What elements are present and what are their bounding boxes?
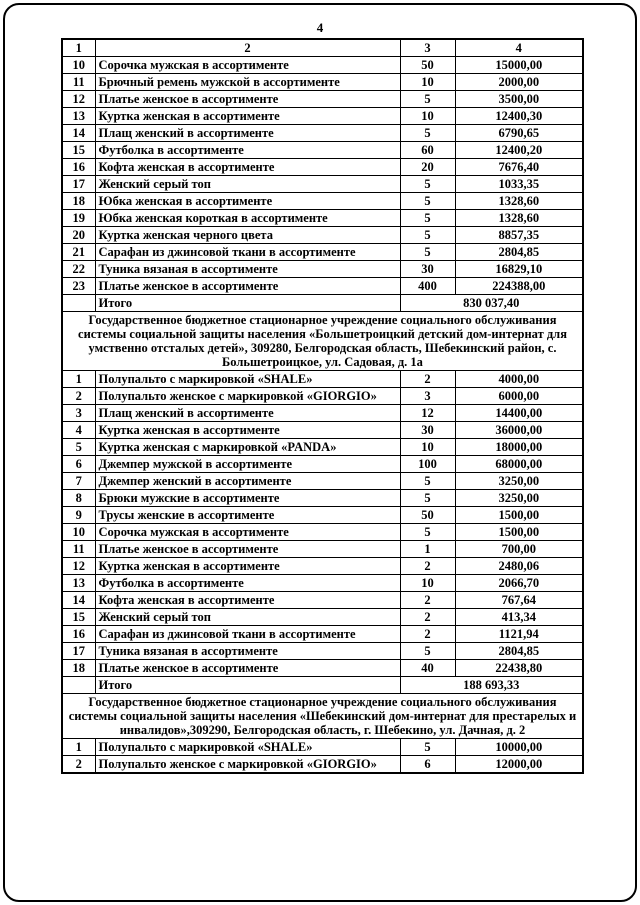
total-amount-cell: 830 037,40 (400, 295, 583, 312)
item-name-cell: Трусы женские в ассортименте (95, 507, 400, 524)
item-name-cell: Юбка женская в ассортименте (95, 193, 400, 210)
quantity-cell: 5 (400, 227, 455, 244)
table-row (62, 643, 583, 660)
column-header-cell: 2 (95, 39, 400, 57)
amount-cell: 4000,00 (455, 371, 583, 388)
table-row (62, 57, 583, 74)
document-table (61, 38, 584, 774)
amount-cell: 767,64 (455, 592, 583, 609)
row-number-cell: 20 (62, 227, 95, 244)
amount-cell: 18000,00 (455, 439, 583, 456)
table-row (62, 278, 583, 295)
item-name-cell: Джемпер мужской в ассортименте (95, 456, 400, 473)
column-header-cell: 3 (400, 39, 455, 57)
table-row (62, 405, 583, 422)
row-number-cell: 12 (62, 91, 95, 108)
amount-cell: 1121,94 (455, 626, 583, 643)
amount-cell: 224388,00 (455, 278, 583, 295)
row-number-cell: 1 (62, 371, 95, 388)
item-name-cell: Полупальто женское с маркировкой «GIORGIO» (95, 756, 400, 774)
item-name-cell: Полупальто женское с маркировкой «GIORGIO» (95, 388, 400, 405)
quantity-cell: 20 (400, 159, 455, 176)
row-number-cell: 19 (62, 210, 95, 227)
quantity-cell: 10 (400, 439, 455, 456)
quantity-cell: 5 (400, 210, 455, 227)
row-number-cell: 14 (62, 592, 95, 609)
table-row (62, 108, 583, 125)
table-row (62, 507, 583, 524)
amount-cell: 6790,65 (455, 125, 583, 142)
table-row (62, 74, 583, 91)
quantity-cell: 30 (400, 422, 455, 439)
amount-cell: 3500,00 (455, 91, 583, 108)
row-number-cell: 21 (62, 244, 95, 261)
quantity-cell: 2 (400, 592, 455, 609)
table-row (62, 456, 583, 473)
row-number-cell: 16 (62, 626, 95, 643)
row-number-cell: 11 (62, 74, 95, 91)
amount-cell: 6000,00 (455, 388, 583, 405)
row-number-cell: 13 (62, 575, 95, 592)
quantity-cell: 60 (400, 142, 455, 159)
amount-cell: 36000,00 (455, 422, 583, 439)
item-name-cell: Брюки мужские в ассортименте (95, 490, 400, 507)
page-number: 4 (316, 20, 324, 35)
amount-cell: 1328,60 (455, 193, 583, 210)
row-number-cell: 7 (62, 473, 95, 490)
quantity-cell: 100 (400, 456, 455, 473)
table-row (62, 524, 583, 541)
row-number-cell: 5 (62, 439, 95, 456)
table-row (62, 371, 583, 388)
item-name-cell: Сарафан из джинсовой ткани в ассортименте (95, 244, 400, 261)
quantity-cell: 10 (400, 108, 455, 125)
total-empty-cell (62, 295, 95, 312)
item-name-cell: Полупальто с маркировкой «SHALE» (95, 371, 400, 388)
amount-cell: 16829,10 (455, 261, 583, 278)
quantity-cell: 2 (400, 609, 455, 626)
item-name-cell: Платье женское в ассортименте (95, 91, 400, 108)
item-name-cell: Туника вязаная в ассортименте (95, 261, 400, 278)
item-name-cell: Сорочка мужская в ассортименте (95, 57, 400, 74)
amount-cell: 2000,00 (455, 74, 583, 91)
quantity-cell: 5 (400, 739, 455, 756)
table-row (62, 558, 583, 575)
quantity-cell: 5 (400, 176, 455, 193)
amount-cell: 3250,00 (455, 490, 583, 507)
table-row (62, 609, 583, 626)
total-row (62, 295, 583, 312)
table-row (62, 541, 583, 558)
organization-text: Государственное бюджетное стационарное учреждение социального обслуживания системы социальной защиты населения «Большетроицкий детский дом-интернат для умственно отсталых детей», 309280, Белгородская область, Шебекинский район, с. Большетроицкое, ул. Садовая, д. 1а (62, 312, 583, 371)
table-row (62, 592, 583, 609)
amount-cell: 700,00 (455, 541, 583, 558)
table-row (62, 210, 583, 227)
quantity-cell: 40 (400, 660, 455, 677)
quantity-cell: 12 (400, 405, 455, 422)
amount-cell: 1500,00 (455, 507, 583, 524)
item-name-cell: Полупальто с маркировкой «SHALE» (95, 739, 400, 756)
table-row (62, 142, 583, 159)
row-number-cell: 3 (62, 405, 95, 422)
item-name-cell: Женский серый топ (95, 609, 400, 626)
amount-cell: 1500,00 (455, 524, 583, 541)
item-name-cell: Куртка женская в ассортименте (95, 558, 400, 575)
item-name-cell: Туника вязаная в ассортименте (95, 643, 400, 660)
row-number-cell: 23 (62, 278, 95, 295)
table-row (62, 756, 583, 774)
table-row (62, 91, 583, 108)
row-number-cell: 18 (62, 660, 95, 677)
amount-cell: 2066,70 (455, 575, 583, 592)
table-row (62, 739, 583, 756)
amount-cell: 1328,60 (455, 210, 583, 227)
total-label-cell: Итого (95, 295, 400, 312)
row-number-cell: 12 (62, 558, 95, 575)
item-name-cell: Платье женское в ассортименте (95, 541, 400, 558)
quantity-cell: 2 (400, 626, 455, 643)
row-number-cell: 2 (62, 756, 95, 774)
row-number-cell: 17 (62, 176, 95, 193)
quantity-cell: 5 (400, 524, 455, 541)
item-name-cell: Футболка в ассортименте (95, 142, 400, 159)
quantity-cell: 3 (400, 388, 455, 405)
organization-row (62, 312, 583, 371)
quantity-cell: 5 (400, 244, 455, 261)
table-row (62, 176, 583, 193)
column-header-cell: 1 (62, 39, 95, 57)
item-name-cell: Сарафан из джинсовой ткани в ассортименте (95, 626, 400, 643)
amount-cell: 8857,35 (455, 227, 583, 244)
amount-cell: 10000,00 (455, 739, 583, 756)
row-number-cell: 2 (62, 388, 95, 405)
row-number-cell: 13 (62, 108, 95, 125)
total-label-cell: Итого (95, 677, 400, 694)
table-row (62, 626, 583, 643)
item-name-cell: Кофта женская в ассортименте (95, 592, 400, 609)
quantity-cell: 5 (400, 193, 455, 210)
table-row (62, 227, 583, 244)
row-number-cell: 16 (62, 159, 95, 176)
table-row (62, 660, 583, 677)
item-name-cell: Платье женское в ассортименте (95, 278, 400, 295)
row-number-cell: 6 (62, 456, 95, 473)
organization-row (62, 694, 583, 739)
row-number-cell: 15 (62, 609, 95, 626)
amount-cell: 12000,00 (455, 756, 583, 774)
column-header-cell: 4 (455, 39, 583, 57)
row-number-cell: 14 (62, 125, 95, 142)
item-name-cell: Платье женское в ассортименте (95, 660, 400, 677)
row-number-cell: 22 (62, 261, 95, 278)
table-row (62, 388, 583, 405)
quantity-cell: 1 (400, 541, 455, 558)
table-row (62, 159, 583, 176)
organization-text: Государственное бюджетное стационарное учреждение социального обслуживания системы социальной защиты населения «Шебекинский дом-интернат для престарелых и инвалидов»,309290, Белгородская область, г. Шебекино, ул. Дачная, д. 2 (62, 694, 583, 739)
item-name-cell: Плащ женский в ассортименте (95, 125, 400, 142)
amount-cell: 22438,80 (455, 660, 583, 677)
amount-cell: 2804,85 (455, 643, 583, 660)
table-row (62, 490, 583, 507)
quantity-cell: 5 (400, 91, 455, 108)
table-row (62, 439, 583, 456)
quantity-cell: 6 (400, 756, 455, 774)
amount-cell: 1033,35 (455, 176, 583, 193)
row-number-cell: 10 (62, 57, 95, 74)
row-number-cell: 4 (62, 422, 95, 439)
quantity-cell: 400 (400, 278, 455, 295)
quantity-cell: 5 (400, 490, 455, 507)
row-number-cell: 15 (62, 142, 95, 159)
row-number-cell: 18 (62, 193, 95, 210)
item-name-cell: Кофта женская в ассортименте (95, 159, 400, 176)
table-row (62, 193, 583, 210)
amount-cell: 12400,20 (455, 142, 583, 159)
amount-cell: 2804,85 (455, 244, 583, 261)
document-table-body (62, 39, 583, 773)
row-number-cell: 10 (62, 524, 95, 541)
item-name-cell: Брючный ремень мужской в ассортименте (95, 74, 400, 91)
item-name-cell: Джемпер женский в ассортименте (95, 473, 400, 490)
table-row (62, 575, 583, 592)
row-number-cell: 8 (62, 490, 95, 507)
quantity-cell: 5 (400, 473, 455, 490)
item-name-cell: Футболка в ассортименте (95, 575, 400, 592)
amount-cell: 12400,30 (455, 108, 583, 125)
table-row (62, 473, 583, 490)
amount-cell: 7676,40 (455, 159, 583, 176)
amount-cell: 2480,06 (455, 558, 583, 575)
quantity-cell: 5 (400, 125, 455, 142)
amount-cell: 413,34 (455, 609, 583, 626)
amount-cell: 14400,00 (455, 405, 583, 422)
item-name-cell: Куртка женская в ассортименте (95, 422, 400, 439)
amount-cell: 3250,00 (455, 473, 583, 490)
quantity-cell: 2 (400, 558, 455, 575)
quantity-cell: 30 (400, 261, 455, 278)
item-name-cell: Плащ женский в ассортименте (95, 405, 400, 422)
table-row (62, 125, 583, 142)
column-header-row (62, 39, 583, 57)
amount-cell: 15000,00 (455, 57, 583, 74)
item-name-cell: Сорочка мужская в ассортименте (95, 524, 400, 541)
quantity-cell: 5 (400, 643, 455, 660)
quantity-cell: 10 (400, 74, 455, 91)
quantity-cell: 50 (400, 507, 455, 524)
quantity-cell: 10 (400, 575, 455, 592)
item-name-cell: Куртка женская в ассортименте (95, 108, 400, 125)
item-name-cell: Юбка женская короткая в ассортименте (95, 210, 400, 227)
table-row (62, 261, 583, 278)
total-amount-cell: 188 693,33 (400, 677, 583, 694)
quantity-cell: 2 (400, 371, 455, 388)
item-name-cell: Куртка женская черного цвета (95, 227, 400, 244)
total-empty-cell (62, 677, 95, 694)
row-number-cell: 9 (62, 507, 95, 524)
total-row (62, 677, 583, 694)
table-row (62, 422, 583, 439)
item-name-cell: Женский серый топ (95, 176, 400, 193)
row-number-cell: 11 (62, 541, 95, 558)
row-number-cell: 1 (62, 739, 95, 756)
amount-cell: 68000,00 (455, 456, 583, 473)
quantity-cell: 50 (400, 57, 455, 74)
item-name-cell: Куртка женская с маркировкой «PANDA» (95, 439, 400, 456)
table-row (62, 244, 583, 261)
row-number-cell: 17 (62, 643, 95, 660)
